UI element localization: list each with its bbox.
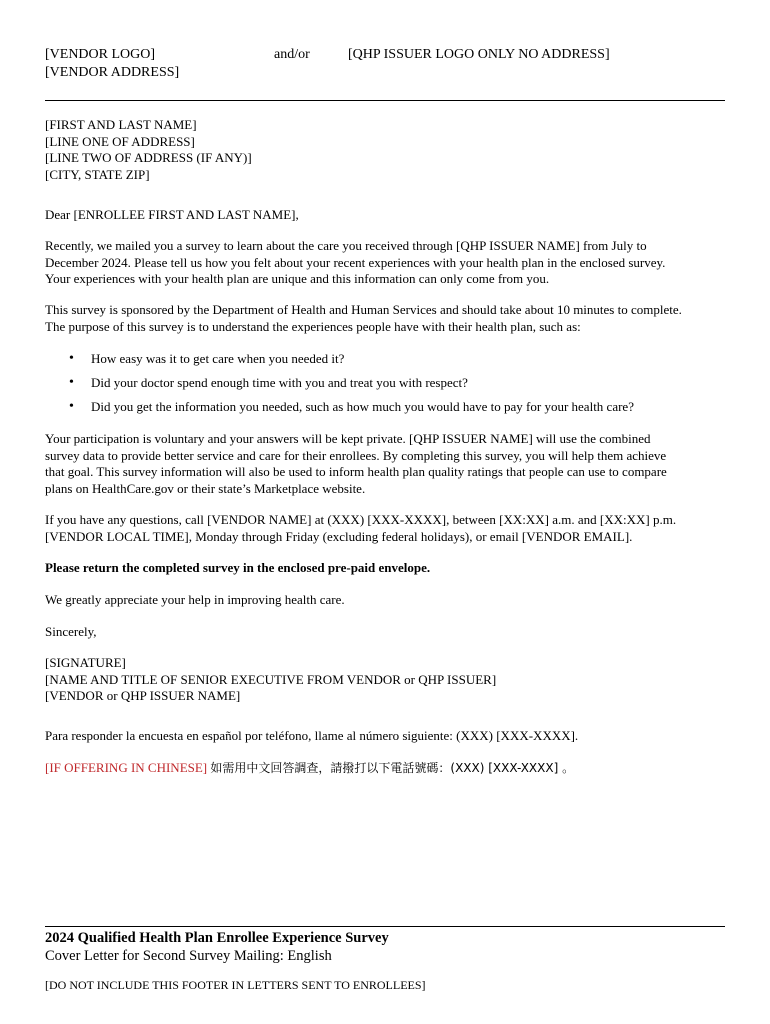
list-item: • How easy was it to get care when you needed it?: [69, 351, 345, 366]
salutation: Dear [ENROLLEE FIRST AND LAST NAME],: [45, 207, 299, 222]
address-block: [45, 117, 252, 183]
paragraph-line: If you have any questions, call [VENDOR NAME] at (XXX) [XXX-XXXX], between [XX:XX] a.m. and [XX:XX] p.m.: [45, 512, 677, 527]
closing: Sincerely,: [45, 624, 97, 639]
paragraph-questions: [45, 512, 676, 545]
appreciation-text: We greatly appreciate your help in improving health care.: [45, 592, 345, 607]
paragraph-line: plans on HealthCare.gov or their state’s Marketplace website.: [45, 480, 366, 496]
vendor-address-placeholder: [VENDOR ADDRESS]: [45, 65, 180, 80]
list-item: • Did your doctor spend enough time with you and treat you with respect?: [69, 375, 468, 390]
paragraph-line: that goal. This survey information will also be used to inform health plan quality ratings that people can use to compare: [45, 464, 667, 479]
andor-text: and/or: [274, 47, 310, 62]
address-line-two: [LINE TWO OF ADDRESS (IF ANY)]: [45, 150, 252, 165]
chinese-phone-line: [45, 760, 574, 777]
paragraph-line: Recently, we mailed you a survey to learn about the care you received through [QHP ISSUER NAME] from July to: [45, 238, 647, 253]
paragraph-line: December 2024. Please tell us how you felt about your recent experiences with your health plan in the enclosed survey.: [45, 254, 666, 270]
footer-note: [DO NOT INCLUDE THIS FOOTER IN LETTERS SENT TO ENROLLEES]: [45, 978, 426, 992]
chinese-text: 如需用中文回答調查，請撥打以下電話號碼：(XXX) [XXX-XXXX] 。: [210, 761, 575, 775]
paragraph-participation: [45, 431, 667, 497]
vendor-logo-placeholder: [VENDOR LOGO]: [45, 47, 156, 62]
address-line-one: [LINE ONE OF ADDRESS]: [45, 133, 195, 149]
bullet-icon: •: [69, 375, 74, 390]
bullet-icon: •: [69, 351, 74, 366]
spanish-phone-line: Para responder la encuesta en español por teléfono, llame al número siguiente: (XXX) [XXX-XXXX].: [45, 728, 579, 743]
paragraph-line: The purpose of this survey is to understand the experiences people have with their health plan, such as:: [45, 318, 581, 334]
address-city-state-zip: [CITY, STATE ZIP]: [45, 166, 150, 182]
footer-title: 2024 Qualified Health Plan Enrollee Experience Survey: [45, 930, 389, 946]
recipient-name: [FIRST AND LAST NAME]: [45, 117, 197, 132]
header-divider: [45, 100, 725, 101]
list-item: • Did you get the information you needed, such as how much you would have to pay for your health care?: [69, 399, 634, 414]
return-instruction: Please return the completed survey in the enclosed pre-paid envelope.: [45, 560, 431, 575]
footer-subtitle: Cover Letter for Second Survey Mailing: English: [45, 948, 332, 964]
paragraph-recent-survey: [45, 238, 665, 288]
paragraph-line: Your experiences with your health plan are unique and this information can only come from you.: [45, 271, 550, 286]
bullet-icon: •: [69, 399, 74, 414]
paragraph-line: survey data to provide better service and care for their enrollees. By completing this survey, you will help them achieve: [45, 447, 667, 463]
chinese-offer-tag: [IF OFFERING IN CHINESE]: [45, 760, 208, 775]
paragraph-line: [VENDOR LOCAL TIME], Monday through Friday (excluding federal holidays), or email [VENDOR EMAIL].: [45, 528, 633, 544]
paragraph-sponsorship: [45, 302, 682, 335]
signature-placeholder: [SIGNATURE]: [45, 655, 126, 670]
qhp-logo-placeholder: [QHP ISSUER LOGO ONLY NO ADDRESS]: [348, 47, 610, 62]
paragraph-line: Your participation is voluntary and your answers will be kept private. [QHP ISSUER NAME] will use the combined: [45, 431, 651, 446]
signer-title: [NAME AND TITLE OF SENIOR EXECUTIVE FROM VENDOR or QHP ISSUER]: [45, 671, 497, 687]
signer-organization: [VENDOR or QHP ISSUER NAME]: [45, 688, 241, 703]
signature-block: [45, 655, 496, 705]
footer-divider: [45, 926, 725, 927]
paragraph-line: This survey is sponsored by the Department of Health and Human Services and should take about 10 minutes to complete.: [45, 302, 682, 317]
